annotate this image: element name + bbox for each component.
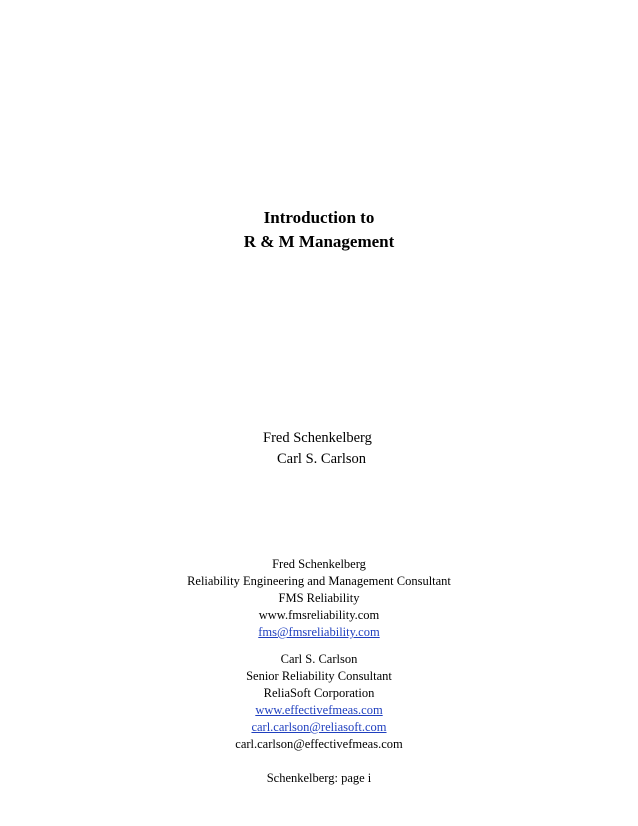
author-name-1: Fred Schenkelberg (263, 430, 372, 446)
contact-company: ReliaSoft Corporation (263, 686, 375, 700)
contact-website-link[interactable]: www.effectivefmeas.com (255, 703, 383, 717)
contact-block-schenkelberg (0, 556, 638, 641)
author-name-2: Carl S. Carlson (277, 451, 367, 467)
title-line-2: R & M Management (243, 232, 395, 251)
contact-name: Carl S. Carlson (280, 652, 358, 666)
contact-email-secondary: carl.carlson@effectivefmeas.com (235, 737, 403, 751)
contact-email-link[interactable]: carl.carlson@reliasoft.com (251, 720, 387, 734)
document-title (0, 206, 638, 254)
contact-website: www.fmsreliability.com (258, 608, 380, 622)
page-number-label: Schenkelberg: page i (266, 771, 372, 785)
contact-email-link[interactable]: fms@fmsreliability.com (258, 625, 380, 639)
contact-role: Senior Reliability Consultant (246, 669, 392, 683)
page-footer (0, 770, 638, 786)
contact-role: Reliability Engineering and Management Consultant (187, 574, 451, 588)
contact-block-carlson (0, 651, 638, 753)
contact-name: Fred Schenkelberg (272, 557, 366, 571)
contact-company: FMS Reliability (278, 591, 360, 605)
title-line-1: Introduction to (263, 208, 375, 227)
